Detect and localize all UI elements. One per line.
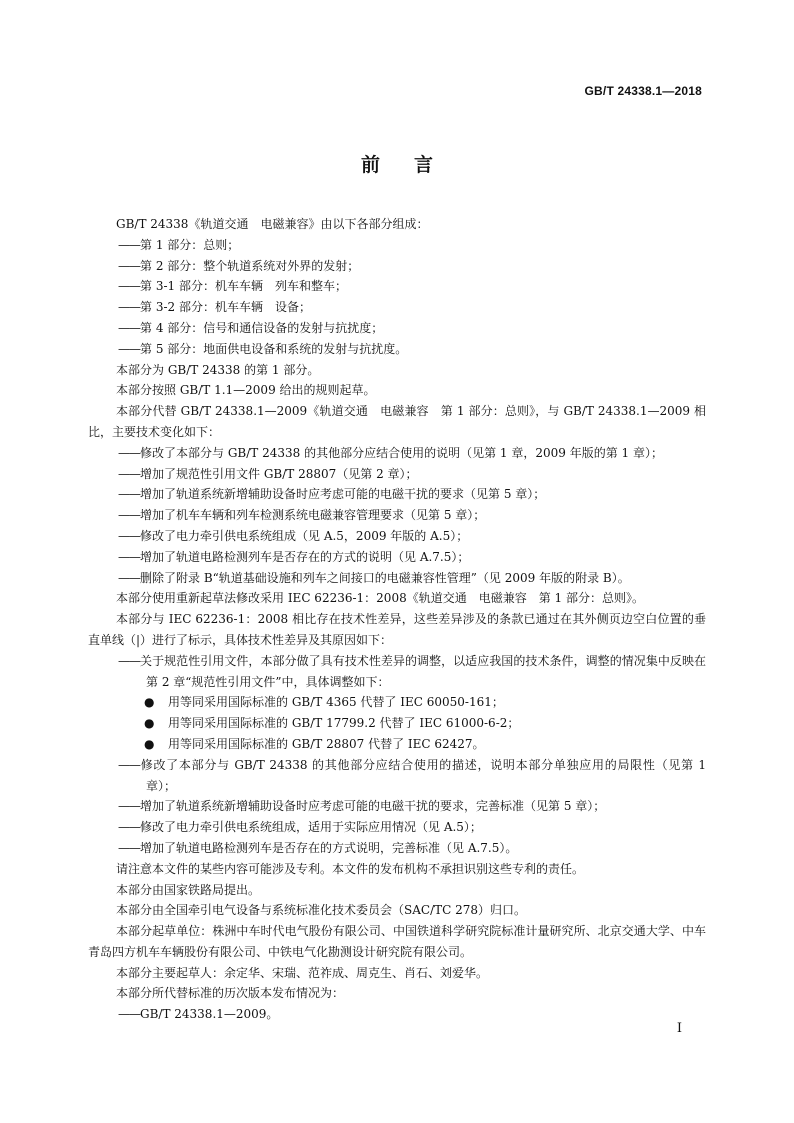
dash-list-item bbox=[88, 568, 706, 589]
paragraph: 本部分使用重新起草法修改采用 IEC 62236-1：2008《轨道交通 电磁兼容 第 1 部分：总则》。 bbox=[116, 591, 644, 606]
paragraph: 本部分为 GB/T 24338 的第 1 部分。 bbox=[116, 362, 320, 377]
paragraph: 本部分由国家铁路局提出。 bbox=[116, 882, 261, 897]
bullet-list-item-text: 用等同采用国际标准的 GB/T 4365 代替了 IEC 60050-161； bbox=[168, 695, 504, 710]
dash-list-item-text: 第 3-2 部分：机车车辆 设备； bbox=[140, 300, 311, 315]
bullet-list-item bbox=[88, 734, 706, 755]
dash-list-item-text: 第 4 部分：信号和通信设备的发射与抗扰度； bbox=[140, 320, 384, 335]
dash-marker: —— bbox=[118, 508, 140, 523]
dash-marker: —— bbox=[118, 258, 140, 273]
dash-list-item-text: 第 2 部分：整个轨道系统对外界的发射； bbox=[140, 258, 360, 273]
bullet-list-item-text: 用等同采用国际标准的 GB/T 28807 代替了 IEC 62427。 bbox=[168, 736, 485, 751]
bullet-list-item bbox=[88, 692, 706, 713]
dash-marker: —— bbox=[118, 840, 140, 855]
dash-list-item bbox=[88, 276, 706, 297]
dash-list-item-text: 增加了轨道电路检测列车是否存在的方式的说明（见 A.7.5）； bbox=[140, 549, 470, 564]
dash-list-item bbox=[88, 838, 706, 859]
dash-list-item-text: 增加了规范性引用文件 GB/T 28807（见第 2 章）； bbox=[140, 466, 418, 481]
dash-list-item-text: 修改了本部分与 GB/T 24338 的其他部分应结合使用的描述，说明本部分单独应用的局限性（见第 1 章）； bbox=[140, 757, 706, 793]
dash-list-item-text: 关于规范性引用文件，本部分做了具有技术性差异的调整，以适应我国的技术条件，调整的情况集中反映在第 2 章“规范性引用文件”中，具体调整如下： bbox=[140, 653, 706, 689]
dash-list-item-text: 修改了电力牵引供电系统组成，适用于实际应用情况（见 A.5）； bbox=[140, 820, 482, 835]
dash-list-item bbox=[88, 505, 706, 526]
dash-list-item-text: 增加了机车车辆和列车检测系统电磁兼容管理要求（见第 5 章）； bbox=[140, 508, 486, 523]
paragraph: 本部分主要起草人：余定华、宋瑞、范祚成、周克生、肖石、刘爱华。 bbox=[116, 965, 489, 980]
dash-list-item bbox=[88, 526, 706, 547]
dash-marker: —— bbox=[118, 341, 140, 356]
paragraph: 请注意本文件的某些内容可能涉及专利。本文件的发布机构不承担识别这些专利的责任。 bbox=[116, 861, 585, 876]
page-number: I bbox=[676, 1021, 682, 1036]
dash-list-item bbox=[88, 443, 706, 464]
dash-marker: —— bbox=[118, 653, 140, 668]
dash-list-item-text: GB/T 24338.1—2009。 bbox=[140, 1007, 279, 1022]
dash-list-item-text: 增加了轨道系统新增辅助设备时应考虑可能的电磁干扰的要求，完善标准（见第 5 章）； bbox=[140, 799, 606, 814]
dash-list-item bbox=[88, 1004, 706, 1025]
dash-list-item bbox=[88, 235, 706, 256]
bullet-icon: ● bbox=[144, 695, 155, 710]
paragraph: 本部分所代替标准的历次版本发布情况为： bbox=[116, 986, 345, 1001]
dash-list-item-text: 增加了轨道电路检测列车是否存在的方式说明，完善标准（见 A.7.5）。 bbox=[140, 840, 518, 855]
dash-list-item bbox=[88, 484, 706, 505]
document-number: GB/T 24338.1—2018 bbox=[584, 84, 702, 98]
dash-list-item-text: 删除了附录 B“轨道基础设施和列车之间接口的电磁兼容性管理”（见 2009 年版的附录 B）。 bbox=[140, 570, 630, 585]
bullet-icon: ● bbox=[144, 736, 155, 751]
dash-list-item-text: 修改了本部分与 GB/T 24338 的其他部分应结合使用的说明（见第 1 章，2009 年版的第 1 章）； bbox=[140, 445, 663, 460]
dash-list-item-text: 增加了轨道系统新增辅助设备时应考虑可能的电磁干扰的要求（见第 5 章）； bbox=[140, 487, 546, 502]
dash-marker: —— bbox=[118, 528, 140, 543]
dash-marker: —— bbox=[118, 820, 140, 835]
dash-list-item-text: 修改了电力牵引供电系统组成（见 A.5，2009 年版的 A.5）； bbox=[140, 528, 469, 543]
paragraph: 本部分代替 GB/T 24338.1—2009《轨道交通 电磁兼容 第 1 部分：总则》，与 GB/T 24338.1—2009 相比，主要技术变化如下： bbox=[88, 404, 706, 439]
dash-marker: —— bbox=[118, 237, 140, 252]
dash-list-item-text: 第 5 部分：地面供电设备和系统的发射与抗扰度。 bbox=[140, 341, 408, 356]
dash-list-item bbox=[88, 464, 706, 485]
dash-marker: —— bbox=[118, 300, 140, 315]
dash-list-item bbox=[88, 318, 706, 339]
paragraph: GB/T 24338《轨道交通 电磁兼容》由以下各部分组成： bbox=[116, 217, 429, 231]
dash-list-item bbox=[88, 651, 706, 693]
paragraph: 本部分起草单位：株洲中车时代电气股份有限公司、中国铁道科学研究院标准计量研究所、北京交通大学、中车青岛四方机车车辆股份有限公司、中铁电气化勘测设计研究院有限公司。 bbox=[88, 924, 706, 959]
dash-list-item bbox=[88, 339, 706, 360]
dash-list-item bbox=[88, 755, 706, 797]
dash-marker: —— bbox=[118, 799, 140, 814]
dash-marker: —— bbox=[118, 1007, 140, 1022]
dash-marker: —— bbox=[118, 570, 140, 585]
dash-list-item bbox=[88, 297, 706, 318]
paragraph: 本部分与 IEC 62236-1：2008 相比存在技术性差异，这些差异涉及的条款已通过在其外侧页边空白位置的垂直单线（|）进行了标示，具体技术性差异及其原因如下： bbox=[88, 612, 706, 647]
dash-marker: —— bbox=[118, 487, 140, 502]
dash-marker: —— bbox=[118, 466, 140, 481]
bullet-icon: ● bbox=[144, 716, 155, 731]
bullet-list-item bbox=[88, 713, 706, 734]
page-title: 前言 bbox=[360, 154, 467, 176]
dash-list-item bbox=[88, 796, 706, 817]
paragraph: 本部分按照 GB/T 1.1—2009 给出的规则起草。 bbox=[116, 383, 376, 398]
dash-marker: —— bbox=[118, 549, 140, 564]
dash-marker: —— bbox=[118, 757, 140, 772]
dash-marker: —— bbox=[118, 320, 140, 335]
foreword-body bbox=[88, 214, 706, 1025]
dash-list-item bbox=[88, 817, 706, 838]
bullet-list-item-text: 用等同采用国际标准的 GB/T 17799.2 代替了 IEC 61000-6-2； bbox=[168, 716, 520, 731]
paragraph: 本部分由全国牵引电气设备与系统标准化技术委员会（SAC/TC 278）归口。 bbox=[116, 903, 527, 918]
dash-marker: —— bbox=[118, 279, 140, 294]
dash-list-item bbox=[88, 256, 706, 277]
dash-list-item-text: 第 1 部分：总则； bbox=[140, 237, 240, 252]
dash-marker: —— bbox=[118, 445, 140, 460]
dash-list-item-text: 第 3-1 部分：机车车辆 列车和整车； bbox=[140, 279, 347, 294]
dash-list-item bbox=[88, 547, 706, 568]
